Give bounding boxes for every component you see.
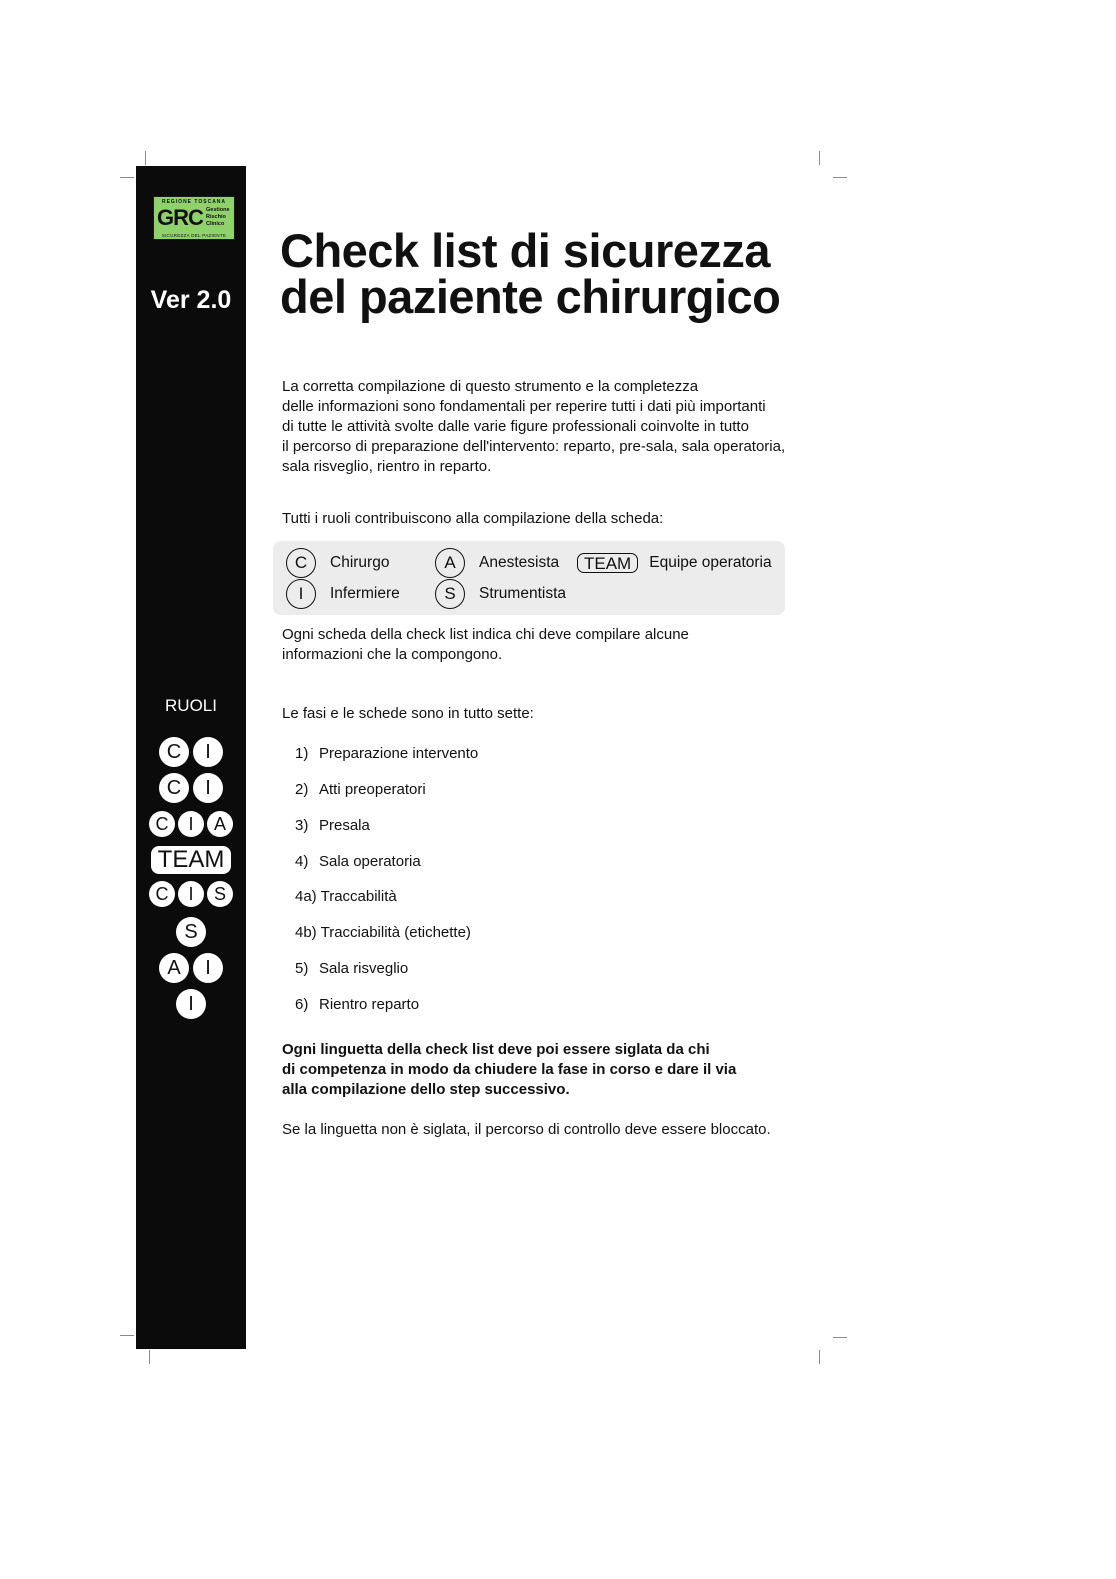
role-circle: S (176, 917, 206, 947)
role-circle: C (159, 773, 189, 803)
crop-mark (145, 151, 146, 165)
team-pill: TEAM (151, 846, 232, 874)
legend-label: Infermiere (330, 585, 400, 602)
crop-mark (120, 177, 134, 178)
logo-acronym: GRC (157, 205, 203, 230)
crop-mark (149, 1350, 150, 1364)
legend-team (577, 553, 772, 573)
grc-logo (153, 196, 235, 240)
version-label: Ver 2.0 (150, 286, 232, 314)
role-circle: I (193, 737, 223, 767)
role-row-8 (136, 989, 246, 1019)
list-item: 3) Presala (295, 817, 370, 834)
roles-legend (273, 541, 785, 615)
list-item: 2) Atti preoperatori (295, 781, 426, 798)
crop-mark (833, 1337, 847, 1338)
legend-anestesista (435, 548, 559, 578)
legend-strumentista (435, 579, 566, 609)
crop-mark (120, 1335, 134, 1336)
list-item: 4b) Tracciabilità (etichette) (295, 924, 471, 941)
list-item: 1) Preparazione intervento (295, 745, 479, 762)
role-circle: S (207, 881, 233, 907)
legend-label: Strumentista (479, 585, 567, 602)
role-circle: I (286, 579, 316, 609)
role-circle: I (193, 953, 223, 983)
role-circle: A (435, 548, 465, 578)
legend-chirurgo (286, 548, 389, 578)
role-row-3 (136, 811, 246, 837)
roles-outro: Ogni scheda della check list indica chi deve compilare alcune informazioni che la compongono. (282, 626, 689, 663)
role-circle: I (178, 811, 204, 837)
logo-bottom: SICUREZZA DEL PAZIENTE (161, 233, 227, 238)
phases-intro: Le fasi e le schede sono in tutto sette: (282, 705, 534, 722)
list-item: 6) Rientro reparto (295, 996, 420, 1013)
role-row-7 (136, 953, 246, 983)
legend-infermiere (286, 579, 400, 609)
logo-subtitle: Gestione Rischio Clinico (206, 207, 230, 227)
list-item: 5) Sala risveglio (295, 960, 409, 977)
role-circle: I (193, 773, 223, 803)
role-row-1 (136, 737, 246, 767)
role-circle: I (178, 881, 204, 907)
sidebar (136, 166, 246, 1349)
crop-mark (819, 1350, 820, 1364)
crop-mark (819, 151, 820, 165)
roles-label: RUOLI (165, 696, 217, 715)
page-title: Check list di sicurezza del paziente chirurgico (280, 224, 781, 323)
list-item: 4) Sala operatoria (295, 853, 421, 870)
role-circle: C (159, 737, 189, 767)
intro-paragraph: La corretta compilazione di questo strumento e la completezza delle informazioni sono fondamentali per reperire tutti i dati più importanti di tutte le attività svolte dalle varie figure professionali coinvolte in tutto il percorso di preparazione dell'intervento: reparto, pre-sala, sala operatoria, sala risveglio, rientro in reparto. (282, 378, 786, 475)
role-circle: I (176, 989, 206, 1019)
logo-region: REGIONE TOSCANA (161, 199, 227, 205)
role-row-2 (136, 773, 246, 803)
role-circle: C (286, 548, 316, 578)
role-circle: S (435, 579, 465, 609)
list-item: 4a) Traccabilità (295, 888, 397, 905)
crop-mark (833, 177, 847, 178)
bold-note: Ogni linguetta della check list deve poi essere siglata da chi di competenza in modo da chiudere la fase in corso e dare il via alla compilazione dello step successivo. (282, 1041, 737, 1098)
roles-intro: Tutti i ruoli contribuiscono alla compilazione della scheda: (282, 510, 664, 527)
role-circle: C (149, 811, 175, 837)
legend-label: Equipe operatoria (649, 554, 772, 571)
role-circle: A (207, 811, 233, 837)
final-note: Se la linguetta non è siglata, il percorso di controllo deve essere bloccato. (282, 1121, 771, 1138)
role-circle: A (159, 953, 189, 983)
role-circle: C (149, 881, 175, 907)
legend-label: Chirurgo (330, 554, 390, 571)
role-row-6 (136, 917, 246, 947)
role-row-5 (136, 881, 246, 907)
role-row-4 (136, 846, 246, 874)
team-pill: TEAM (577, 553, 638, 573)
legend-label: Anestesista (479, 554, 560, 571)
